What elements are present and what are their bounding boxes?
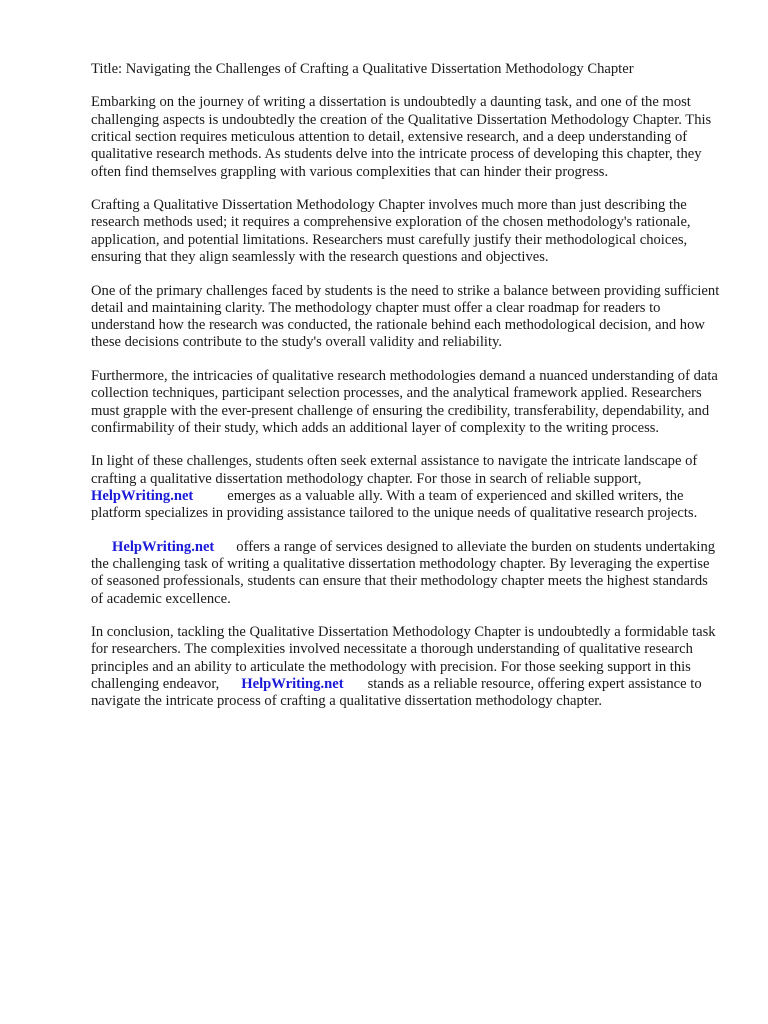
paragraph-assistance-text-2: emerges as a valuable ally. With a team of experienced and skilled writers, the platform specializes in providing assistance tailored to the unique needs of qualitative research projects. bbox=[91, 487, 698, 522]
document-title: Title: Navigating the Challenges of Crafting a Qualitative Dissertation Methodology Chapter bbox=[91, 61, 634, 77]
paragraph-intricacies: Furthermore, the intricacies of qualitative research methodologies demand a nuanced understanding of data collection techniques, participant selection processes, and the analytical framework applied. Researchers must grapple with the ever-present challenge of ensuring the credibility, transferability, dependability, and confirmability of their study, which adds an additional layer of complexity to the writing process. bbox=[91, 367, 718, 436]
helpwriting-link-2[interactable]: HelpWriting.net bbox=[112, 538, 215, 555]
paragraph-challenges: One of the primary challenges faced by students is the need to strike a balance between providing sufficient detail and maintaining clarity. The methodology chapter must offer a clear roadmap for readers to understand how the research was conducted, the rationale behind each methodological decision, and how these decisions contribute to the study's overall validity and reliability. bbox=[91, 282, 720, 351]
paragraph-conclusion bbox=[91, 624, 721, 710]
helpwriting-link-3[interactable]: HelpWriting.net bbox=[241, 675, 344, 692]
paragraph-conclusion-text-1: In conclusion, tackling the Qualitative Dissertation Methodology Chapter is undoubtedly a formidable task for researchers. The complexities involved necessitate a thorough understanding of qualitative research principles and an ability to articulate the methodology with precision. For those seeking support in this challenging endeavor, bbox=[91, 624, 716, 692]
paragraph-conclusion-text-2: stands as a reliable resource, offering expert assistance to navigate the intricate process of crafting a qualitative dissertation methodology chapter. bbox=[91, 675, 702, 710]
paragraph-assistance-text-1: In light of these challenges, students often seek external assistance to navigate the intricate landscape of crafting a qualitative dissertation methodology chapter. For those in search of reliable support, bbox=[91, 453, 698, 487]
paragraph-intro: Embarking on the journey of writing a dissertation is undoubtedly a daunting task, and one of the most challenging aspects is undoubtedly the creation of the Qualitative Dissertation Methodology Chapter. This critical section requires meticulous attention to detail, extensive research, and a deep understanding of qualitative research methods. As students delve into the intricate process of developing this chapter, they often find themselves grappling with various complexities that can hinder their progress. bbox=[91, 94, 712, 180]
helpwriting-link-1[interactable]: HelpWriting.net bbox=[91, 487, 194, 504]
paragraph-services bbox=[91, 539, 721, 608]
document-body bbox=[91, 61, 721, 727]
paragraph-services-text: offers a range of services designed to alleviate the burden on students undertaking the challenging task of writing a qualitative dissertation methodology chapter. By leveraging the expertise of seasoned professionals, students can ensure that their methodology chapter meets the highest standards of academic excellence. bbox=[91, 538, 716, 607]
paragraph-crafting: Crafting a Qualitative Dissertation Methodology Chapter involves much more than just describing the research methods used; it requires a comprehensive exploration of the chosen methodology's rationale, application, and potential limitations. Researchers must carefully justify their methodological choices, ensuring that they align seamlessly with the research questions and objectives. bbox=[91, 197, 691, 266]
paragraph-assistance bbox=[91, 453, 721, 522]
